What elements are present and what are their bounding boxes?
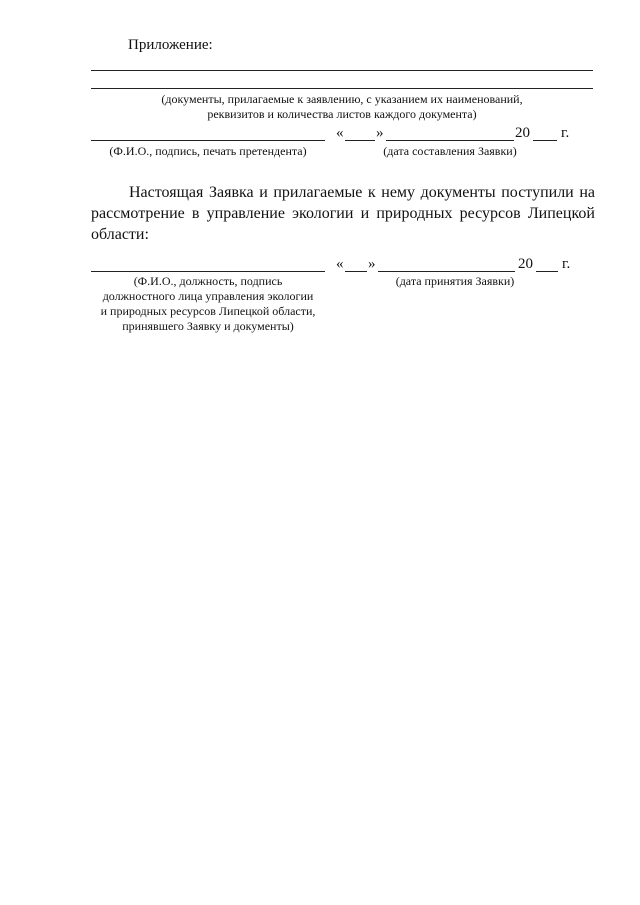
receipt-paragraph: Настоящая Заявка и прилагаемые к нему документы поступили на рассмотрение в управление экологии и природных ресурсов Липецкой области: — [91, 184, 595, 243]
applicant-date-caption: (дата составления Заявки) — [383, 144, 517, 158]
applicant-month-blank — [386, 140, 514, 141]
acceptance-date-caption: (дата принятия Заявки) — [395, 274, 515, 288]
acceptance-signature-blank — [91, 271, 325, 272]
applicant-year-prefix: 20 — [515, 125, 530, 141]
acceptance-month-blank — [378, 271, 515, 272]
acceptance-year-suffix: г. — [562, 256, 571, 272]
appendix-blank-line-1 — [91, 70, 593, 71]
acceptance-quote-open: « — [336, 256, 344, 272]
acceptance-caption-line-2: должностного лица управления экологии — [102, 289, 314, 303]
acceptance-caption-line-1: (Ф.И.О., должность, подпись — [133, 274, 283, 288]
acceptance-caption-line-3: и природных ресурсов Липецкой области, — [100, 304, 316, 318]
applicant-year-suffix: г. — [561, 125, 570, 141]
applicant-quote-close: » — [376, 125, 384, 141]
appendix-caption-line-2: реквизитов и количества листов каждого документа) — [207, 107, 477, 121]
acceptance-quote-close: » — [368, 256, 376, 272]
acceptance-year-prefix: 20 — [518, 256, 533, 272]
acceptance-caption-line-4: принявшего Заявку и документы) — [122, 319, 294, 333]
applicant-quote-open: « — [336, 125, 344, 141]
appendix-blank-line-2 — [91, 88, 593, 89]
acceptance-year-blank — [536, 271, 558, 272]
applicant-day-blank — [345, 140, 375, 141]
applicant-signature-caption: (Ф.И.О., подпись, печать претендента) — [109, 144, 307, 158]
appendix-label: Приложение: — [128, 37, 213, 53]
applicant-year-blank — [533, 140, 557, 141]
appendix-caption-line-1: (документы, прилагаемые к заявлению, с указанием их наименований, — [161, 92, 523, 106]
applicant-signature-blank — [91, 140, 325, 141]
acceptance-day-blank — [345, 271, 367, 272]
